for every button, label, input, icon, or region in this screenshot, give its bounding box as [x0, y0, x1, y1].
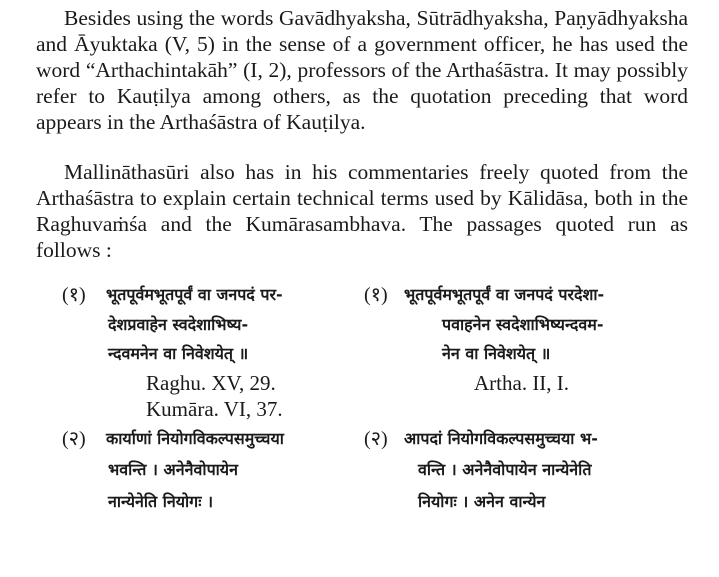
quote-1-left-number: (१)	[62, 284, 86, 306]
quote-2-left-number: (२)	[62, 428, 86, 450]
quote-2-right-number: (२)	[364, 428, 388, 450]
quote-1-left-line-2: देशप्रवाहेन स्वदेशाभिष्य-	[108, 315, 249, 334]
quote-1-left-line-3: न्दवमनेन वा निवेशयेत् ॥	[108, 344, 249, 363]
quote-1-left-ref-1: Raghu. XV, 29.	[146, 371, 276, 395]
quote-2-left-line-3: नान्येनेति नियोगः ।	[108, 492, 214, 511]
quote-1-right-line-3: नेन वा निवेशयेत् ॥	[442, 344, 551, 363]
quote-1-right-number: (१)	[364, 284, 388, 306]
quote-1-right-ref-1: Artha. II, I.	[474, 371, 570, 395]
quote-2-right-line-3: नियोगः । अनेन वान्येन	[418, 492, 546, 511]
quote-2-right-line-2: वन्ति । अनेनैवोपायेन नान्येनेति	[418, 460, 592, 479]
quote-2-left-line-2: भवन्ति । अनेनैवोपायेन	[108, 460, 238, 479]
quote-2-left-line-1: कार्याणां नियोगविकल्पसमुच्चया	[106, 429, 284, 448]
paragraph-2: Mallināthasūri also has in his commentaries freely quoted from the Arthaśāstra to explain certain technical terms used by Kālidāsa, both in the Raghuvaṁśa and the Kumārasambhava. The passages quoted run as follows :	[36, 160, 688, 262]
quote-1-left-ref-2: Kumāra. VI, 37.	[146, 397, 283, 421]
quote-1-left-line-1: भूतपूर्वमभूतपूर्वं वा जनपदं पर-	[106, 285, 283, 304]
quote-1-right-line-1: भूतपूर्वमभूतपूर्वं वा जनपदं परदेशा-	[404, 285, 605, 304]
paragraph-1: Besides using the words Gavādhyaksha, Sūtrādhyaksha, Paṇyādhyaksha and Āyuktaka (V, 5) in the sense of a government officer, he has used the word “Arthachintakāh” (I, 2), professors of the Arthaśāstra. It may possibly refer to Kauṭilya among others, as the quotation preceding that word appears in the Arthaśāstra of Kauṭilya.	[36, 6, 688, 134]
quote-1-right-line-2: पवाहनेन स्वदेशाभिष्यन्दवम-	[442, 315, 604, 334]
quote-2-right-line-1: आपदां नियोगविकल्पसमुच्चया भ-	[404, 429, 598, 448]
